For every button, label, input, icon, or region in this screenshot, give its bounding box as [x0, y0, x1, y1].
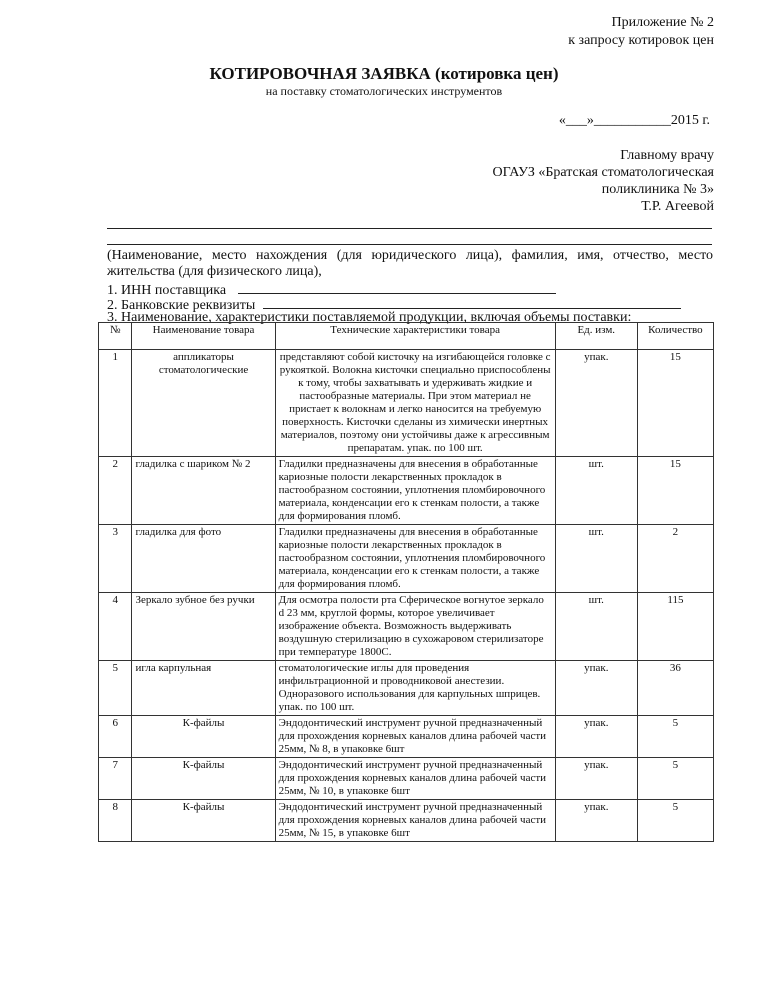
- row-unit: упак.: [555, 350, 637, 457]
- header-unit: Ед. изм.: [555, 323, 637, 350]
- table-row: [99, 457, 714, 525]
- row-tech: Эндодонтический инструмент ручной предназначенный для прохождения корневых каналов длина рабочей части 25мм, № 8, в упаковке 6шт: [275, 716, 555, 758]
- table-row: [99, 661, 714, 716]
- addressee-block: [493, 147, 714, 215]
- header-num: №: [99, 323, 132, 350]
- header-qty: Количество: [637, 323, 713, 350]
- inn-label: 1. ИНН поставщика: [107, 283, 227, 298]
- table-row: [99, 525, 714, 593]
- row-name: Зеркало зубное без ручки: [132, 593, 275, 661]
- row-unit: упак.: [555, 661, 637, 716]
- supplier-blank-line-2[interactable]: [107, 244, 712, 245]
- row-name: гладилка для фото: [132, 525, 275, 593]
- row-num: 2: [99, 457, 132, 525]
- addressee-line-1: Главному врачу: [620, 148, 714, 163]
- row-tech: представляют собой кисточку на изгибающейся головке с рукояткой. Волокна кисточки специально приспособлены к тому, чтобы захватывать и удерживать жидкие и пастообразные материалы. При этом материал не пристает к волокнам и легко наносится на требуемую поверхность. Кисточки сделаны из химически инертных материалов, поэтому они устойчивы даже к агрессивным препаратам. упак. по 100 шт.: [275, 350, 555, 457]
- table-row: [99, 800, 714, 842]
- table-row: [99, 593, 714, 661]
- row-tech: Эндодонтический инструмент ручной предназначенный для прохождения корневых каналов длина рабочей части 25мм, № 15, в упаковке 6шт: [275, 800, 555, 842]
- row-unit: шт.: [555, 525, 637, 593]
- addressee-line-2: ОГАУЗ «Братская стоматологическая: [492, 165, 714, 180]
- appendix-line-2: к запросу котировок цен: [568, 33, 714, 48]
- header-name: Наименование товара: [132, 323, 275, 350]
- table-row: [99, 716, 714, 758]
- row-unit: упак.: [555, 800, 637, 842]
- row-name: аппликаторы стоматологические: [132, 350, 275, 457]
- row-qty: 2: [637, 525, 713, 593]
- products-table: [98, 322, 714, 842]
- row-name: игла карпульная: [132, 661, 275, 716]
- row-name: К-файлы: [132, 716, 275, 758]
- bank-label: 2. Банковские реквизиты: [107, 298, 256, 313]
- row-qty: 5: [637, 758, 713, 800]
- row-tech: Для осмотра полости рта Сферическое вогнутое зеркало d 23 мм, круглой формы, которое увеличивает изображение объекта. Возможность выдерживать воздушную стерилизацию в сухожаровом стерилизаторе при температуре 1800С.: [275, 593, 555, 661]
- document-subtitle: на поставку стоматологических инструментов: [265, 84, 503, 98]
- row-qty: 115: [637, 593, 713, 661]
- table-header-row: [99, 323, 714, 350]
- row-num: 5: [99, 661, 132, 716]
- appendix-note: [568, 14, 714, 50]
- header-tech: Технические характеристики товара: [275, 323, 555, 350]
- row-name: К-файлы: [132, 800, 275, 842]
- row-tech: Гладилки предназначены для внесения в обработанные кариозные полости лекарственных прокладок в пастообразном состоянии, уплотнения пломбировочного материала, конденсации его к стенкам полости, а также для формирования пломб.: [275, 525, 555, 593]
- supplier-blank-line-1[interactable]: [107, 228, 712, 229]
- row-unit: упак.: [555, 758, 637, 800]
- row-qty: 15: [637, 350, 713, 457]
- table-row: [99, 350, 714, 457]
- addressee-line-4: Т.Р. Агеевой: [641, 199, 714, 214]
- row-num: 1: [99, 350, 132, 457]
- appendix-line-1: Приложение № 2: [611, 15, 714, 30]
- row-qty: 5: [637, 716, 713, 758]
- row-num: 6: [99, 716, 132, 758]
- document-title: КОТИРОВОЧНАЯ ЗАЯВКА (котировка цен): [209, 64, 559, 83]
- supplier-note: (Наименование, место нахождения (для юридического лица), фамилия, имя, отчество, место жительства (для физического лица),: [107, 248, 713, 279]
- row-num: 3: [99, 525, 132, 593]
- row-qty: 5: [637, 800, 713, 842]
- row-qty: 36: [637, 661, 713, 716]
- row-num: 4: [99, 593, 132, 661]
- row-tech: Эндодонтический инструмент ручной предназначенный для прохождения корневых каналов длина рабочей части 25мм, № 10, в упаковке 6шт: [275, 758, 555, 800]
- row-qty: 15: [637, 457, 713, 525]
- row-tech: стоматологические иглы для проведения инфильтрационной и проводниковой анестезии. Одноразового использования для карпульных шприцев. упак. по 100 шт.: [275, 661, 555, 716]
- row-name: гладилка с шариком № 2: [132, 457, 275, 525]
- product-heading: 3. Наименование, характеристики поставляемой продукции, включая объемы поставки:: [107, 310, 632, 325]
- addressee-line-3: поликлиника № 3»: [601, 182, 714, 197]
- date-line: «___»___________2015 г.: [558, 113, 710, 128]
- bank-blank[interactable]: [263, 296, 681, 309]
- row-unit: шт.: [555, 593, 637, 661]
- row-num: 8: [99, 800, 132, 842]
- row-unit: упак.: [555, 716, 637, 758]
- row-name: К-файлы: [132, 758, 275, 800]
- row-tech: Гладилки предназначены для внесения в обработанные кариозные полости лекарственных прокладок в пастообразном состоянии, уплотнения пломбировочного материала, конденсации его к стенкам полости, а также для формирования пломб.: [275, 457, 555, 525]
- table-row: [99, 758, 714, 800]
- row-num: 7: [99, 758, 132, 800]
- row-unit: шт.: [555, 457, 637, 525]
- inn-blank[interactable]: [238, 281, 556, 294]
